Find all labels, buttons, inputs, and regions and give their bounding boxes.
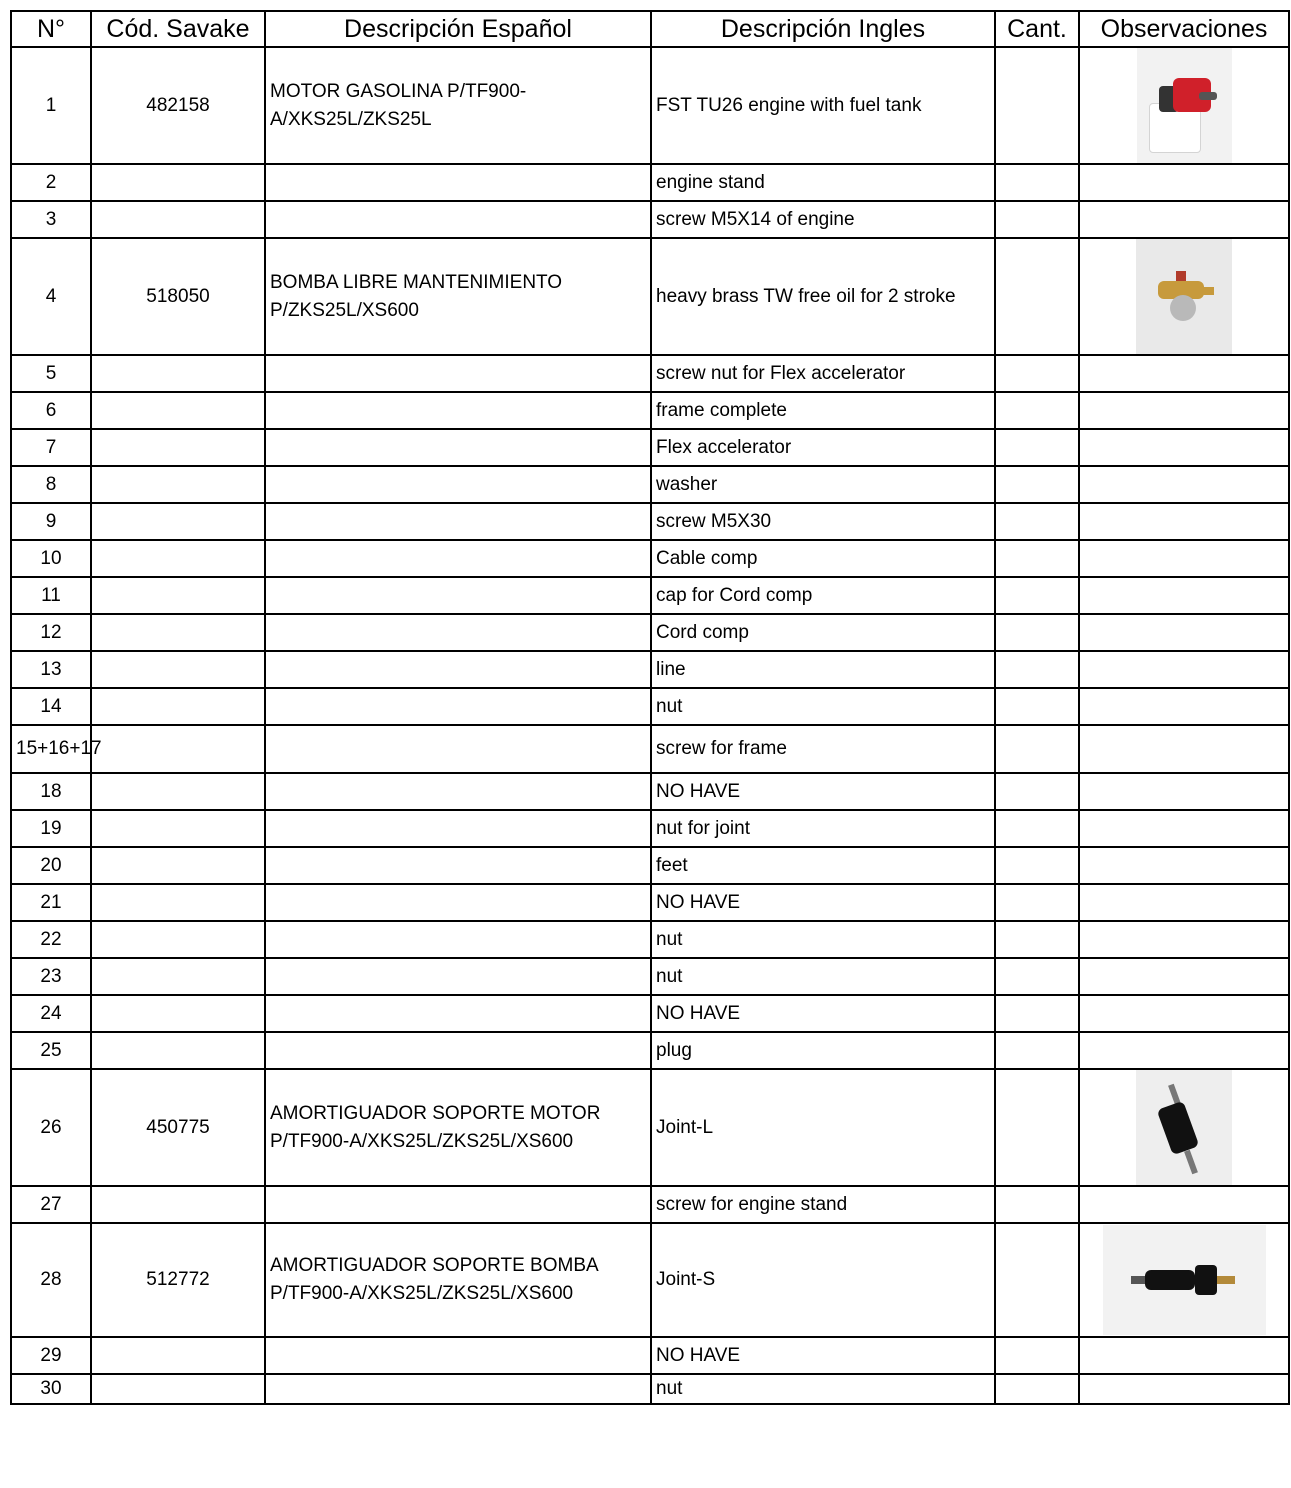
cell-desc-es: MOTOR GASOLINA P/TF900-A/XKS25L/ZKS25L [265, 47, 651, 164]
cell-cant [995, 429, 1079, 466]
cell-desc-es [265, 773, 651, 810]
cell-obs [1079, 1223, 1289, 1337]
table-row [11, 884, 1289, 921]
joint-s-photo [1103, 1225, 1266, 1335]
cell-desc-en: Cable comp [651, 540, 995, 577]
table-row [11, 392, 1289, 429]
cell-desc-en: nut [651, 921, 995, 958]
cell-desc-en: heavy brass TW free oil for 2 stroke [651, 238, 995, 355]
cell-desc-es [265, 1374, 651, 1404]
cell-obs [1079, 773, 1289, 810]
cell-num: 6 [11, 392, 91, 429]
cell-desc-en: plug [651, 1032, 995, 1069]
cell-cod [91, 503, 265, 540]
table-row [11, 1186, 1289, 1223]
cell-obs [1079, 651, 1289, 688]
cell-desc-es [265, 577, 651, 614]
cell-desc-en: screw M5X14 of engine [651, 201, 995, 238]
cell-cod [91, 201, 265, 238]
cell-desc-en: NO HAVE [651, 884, 995, 921]
cell-cod [91, 164, 265, 201]
cell-cant [995, 1337, 1079, 1374]
table-row [11, 773, 1289, 810]
cell-num: 19 [11, 810, 91, 847]
cell-desc-en: screw nut for Flex accelerator [651, 355, 995, 392]
cell-desc-es [265, 921, 651, 958]
cell-num: 24 [11, 995, 91, 1032]
table-row [11, 614, 1289, 651]
cell-obs [1079, 429, 1289, 466]
cell-num: 13 [11, 651, 91, 688]
cell-obs [1079, 614, 1289, 651]
cell-desc-en: NO HAVE [651, 995, 995, 1032]
cell-desc-en: Joint-L [651, 1069, 995, 1186]
cell-cant [995, 847, 1079, 884]
table-row [11, 1223, 1289, 1337]
cell-desc-es [265, 651, 651, 688]
cell-cant [995, 238, 1079, 355]
cell-cod [91, 429, 265, 466]
cell-obs [1079, 355, 1289, 392]
cell-desc-es [265, 884, 651, 921]
cell-cod [91, 958, 265, 995]
cell-cant [995, 503, 1079, 540]
cell-num: 28 [11, 1223, 91, 1337]
cell-cod [91, 847, 265, 884]
cell-desc-es [265, 847, 651, 884]
cell-num: 20 [11, 847, 91, 884]
cell-cant [995, 1032, 1079, 1069]
cell-num: 18 [11, 773, 91, 810]
cell-cod [91, 1032, 265, 1069]
cell-cod: 450775 [91, 1069, 265, 1186]
table-row [11, 503, 1289, 540]
cell-cod [91, 995, 265, 1032]
cell-desc-en: Flex accelerator [651, 429, 995, 466]
cell-desc-en: nut [651, 688, 995, 725]
cell-obs [1079, 1186, 1289, 1223]
cell-cod [91, 540, 265, 577]
cell-obs [1079, 540, 1289, 577]
cell-desc-es [265, 392, 651, 429]
cell-cant [995, 1374, 1079, 1404]
cell-cod [91, 614, 265, 651]
cell-obs [1079, 688, 1289, 725]
cell-num: 3 [11, 201, 91, 238]
cell-desc-en: nut [651, 958, 995, 995]
cell-num: 26 [11, 1069, 91, 1186]
engine-photo [1137, 48, 1232, 163]
table-row [11, 429, 1289, 466]
cell-num: 2 [11, 164, 91, 201]
cell-obs [1079, 1337, 1289, 1374]
header-obs: Observaciones [1079, 11, 1289, 47]
cell-obs [1079, 921, 1289, 958]
cell-desc-es [265, 466, 651, 503]
cell-cant [995, 884, 1079, 921]
cell-cant [995, 355, 1079, 392]
table-row [11, 540, 1289, 577]
cell-cant [995, 577, 1079, 614]
cell-cant [995, 1069, 1079, 1186]
cell-desc-es: AMORTIGUADOR SOPORTE BOMBA P/TF900-A/XKS25L/ZKS25L/XS600 [265, 1223, 651, 1337]
cell-obs [1079, 725, 1289, 773]
cell-num: 14 [11, 688, 91, 725]
cell-desc-es [265, 1337, 651, 1374]
pump-photo [1136, 239, 1232, 354]
table-row [11, 466, 1289, 503]
cell-cant [995, 651, 1079, 688]
table-row [11, 47, 1289, 164]
cell-cant [995, 688, 1079, 725]
table-row [11, 651, 1289, 688]
cell-desc-es [265, 958, 651, 995]
header-cant: Cant. [995, 11, 1079, 47]
cell-cod [91, 773, 265, 810]
table-row [11, 725, 1289, 773]
cell-obs [1079, 201, 1289, 238]
cell-num: 25 [11, 1032, 91, 1069]
table-row [11, 355, 1289, 392]
cell-cod [91, 392, 265, 429]
cell-obs [1079, 164, 1289, 201]
cell-desc-en: NO HAVE [651, 1337, 995, 1374]
parts-table [10, 10, 1290, 1405]
cell-cod [91, 884, 265, 921]
cell-cant [995, 725, 1079, 773]
cell-desc-en: NO HAVE [651, 773, 995, 810]
joint-l-photo [1136, 1070, 1232, 1185]
cell-num: 30 [11, 1374, 91, 1404]
cell-cant [995, 995, 1079, 1032]
header-cod: Cód. Savake [91, 11, 265, 47]
cell-desc-en: screw for engine stand [651, 1186, 995, 1223]
cell-desc-en: Joint-S [651, 1223, 995, 1337]
table-row [11, 1069, 1289, 1186]
cell-desc-en: line [651, 651, 995, 688]
cell-obs [1079, 995, 1289, 1032]
cell-cod [91, 577, 265, 614]
cell-obs [1079, 958, 1289, 995]
cell-num: 5 [11, 355, 91, 392]
table-row [11, 1032, 1289, 1069]
cell-cant [995, 47, 1079, 164]
cell-cod [91, 1337, 265, 1374]
cell-num: 12 [11, 614, 91, 651]
cell-obs [1079, 810, 1289, 847]
cell-num: 7 [11, 429, 91, 466]
cell-desc-es [265, 725, 651, 773]
table-row [11, 164, 1289, 201]
cell-cant [995, 810, 1079, 847]
cell-cod [91, 466, 265, 503]
cell-cant [995, 614, 1079, 651]
cell-cod [91, 810, 265, 847]
cell-cant [995, 1186, 1079, 1223]
cell-desc-en: engine stand [651, 164, 995, 201]
cell-desc-es [265, 614, 651, 651]
cell-num: 21 [11, 884, 91, 921]
cell-num: 4 [11, 238, 91, 355]
cell-cod: 518050 [91, 238, 265, 355]
cell-desc-es [265, 1032, 651, 1069]
cell-desc-en: screw for frame [651, 725, 995, 773]
cell-num: 23 [11, 958, 91, 995]
cell-num: 11 [11, 577, 91, 614]
cell-cod: 482158 [91, 47, 265, 164]
cell-cod [91, 725, 265, 773]
cell-desc-en: FST TU26 engine with fuel tank [651, 47, 995, 164]
cell-cant [995, 921, 1079, 958]
cell-num: 22 [11, 921, 91, 958]
cell-desc-en: Cord comp [651, 614, 995, 651]
table-row [11, 577, 1289, 614]
header-row [11, 11, 1289, 47]
table-row [11, 810, 1289, 847]
cell-obs [1079, 47, 1289, 164]
cell-obs [1079, 503, 1289, 540]
cell-desc-es [265, 164, 651, 201]
cell-cant [995, 1223, 1079, 1337]
cell-num: 29 [11, 1337, 91, 1374]
cell-obs [1079, 392, 1289, 429]
cell-cant [995, 540, 1079, 577]
cell-cant [995, 466, 1079, 503]
cell-cod [91, 1374, 265, 1404]
cell-desc-es: AMORTIGUADOR SOPORTE MOTOR P/TF900-A/XKS25L/ZKS25L/XS600 [265, 1069, 651, 1186]
cell-cant [995, 392, 1079, 429]
cell-obs [1079, 238, 1289, 355]
cell-desc-es [265, 429, 651, 466]
cell-num: 10 [11, 540, 91, 577]
table-row [11, 921, 1289, 958]
cell-desc-en: feet [651, 847, 995, 884]
cell-desc-en: nut [651, 1374, 995, 1404]
cell-num: 1 [11, 47, 91, 164]
cell-num: 27 [11, 1186, 91, 1223]
header-desc-es: Descripción Español [265, 11, 651, 47]
table-row [11, 201, 1289, 238]
cell-cod [91, 688, 265, 725]
table-row [11, 238, 1289, 355]
cell-cod [91, 651, 265, 688]
cell-cod: 512772 [91, 1223, 265, 1337]
cell-obs [1079, 1374, 1289, 1404]
cell-cant [995, 958, 1079, 995]
header-num: N° [11, 11, 91, 47]
cell-num: 9 [11, 503, 91, 540]
cell-desc-en: screw M5X30 [651, 503, 995, 540]
cell-cant [995, 773, 1079, 810]
cell-num: 15+16+17 [11, 725, 91, 773]
cell-desc-en: cap for Cord comp [651, 577, 995, 614]
cell-obs [1079, 466, 1289, 503]
table-row [11, 995, 1289, 1032]
cell-desc-es [265, 995, 651, 1032]
cell-obs [1079, 884, 1289, 921]
cell-obs [1079, 577, 1289, 614]
cell-desc-es: BOMBA LIBRE MANTENIMIENTO P/ZKS25L/XS600 [265, 238, 651, 355]
cell-num: 8 [11, 466, 91, 503]
cell-cod [91, 1186, 265, 1223]
cell-cant [995, 201, 1079, 238]
table-row [11, 688, 1289, 725]
table-row [11, 958, 1289, 995]
cell-desc-es [265, 1186, 651, 1223]
cell-desc-es [265, 810, 651, 847]
cell-obs [1079, 847, 1289, 884]
table-row [11, 1374, 1289, 1404]
cell-desc-en: nut for joint [651, 810, 995, 847]
cell-desc-es [265, 688, 651, 725]
cell-desc-en: washer [651, 466, 995, 503]
cell-cant [995, 164, 1079, 201]
cell-desc-es [265, 540, 651, 577]
cell-obs [1079, 1032, 1289, 1069]
cell-cod [91, 921, 265, 958]
table-row [11, 1337, 1289, 1374]
cell-obs [1079, 1069, 1289, 1186]
table-row [11, 847, 1289, 884]
cell-desc-es [265, 201, 651, 238]
cell-desc-en: frame complete [651, 392, 995, 429]
header-desc-en: Descripción Ingles [651, 11, 995, 47]
cell-cod [91, 355, 265, 392]
cell-desc-es [265, 355, 651, 392]
cell-desc-es [265, 503, 651, 540]
